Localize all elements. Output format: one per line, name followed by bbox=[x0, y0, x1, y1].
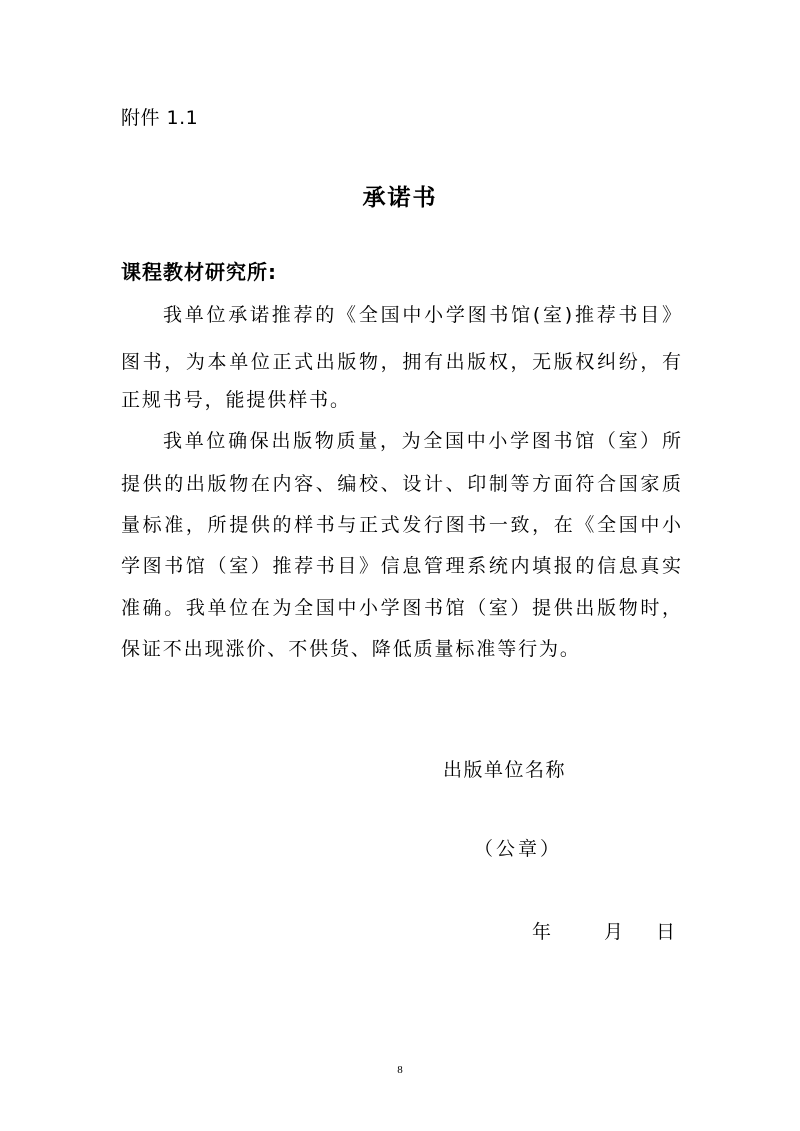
paragraph-2-line-5: 准确。我单位在为全国中小学图书馆（室）提供出版物时， bbox=[121, 597, 681, 619]
paragraph-2-line-1: 我单位确保出版物质量，为全国中小学图书馆（室）所 bbox=[163, 430, 681, 452]
date-month-label: 月 bbox=[604, 921, 624, 943]
paragraph-1-line-1: 我单位承诺推荐的《全国中小学图书馆(室)推荐书目》 bbox=[163, 304, 681, 326]
date-year-label: 年 bbox=[532, 921, 552, 943]
paragraph-2-line-2: 提供的出版物在内容、编校、设计、印制等方面符合国家质 bbox=[121, 473, 681, 495]
publisher-name-label: 出版单位名称 bbox=[443, 759, 567, 781]
attachment-label: 附件 1.1 bbox=[121, 107, 199, 129]
paragraph-1-line-2: 图书，为本单位正式出版物，拥有出版权，无版权纠纷，有 bbox=[121, 351, 681, 373]
document-title: 承诺书 bbox=[362, 184, 438, 211]
paragraph-2-line-3: 量标准，所提供的样书与正式发行图书一致，在《全国中小 bbox=[121, 514, 681, 536]
paragraph-1-line-3: 正规书号，能提供样书。 bbox=[121, 389, 351, 411]
official-seal-label: （公章） bbox=[474, 838, 563, 860]
paragraph-2-line-6: 保证不出现涨价、不供货、降低质量标准等行为。 bbox=[121, 638, 581, 660]
date-day-label: 日 bbox=[656, 921, 676, 943]
addressee: 课程教材研究所: bbox=[121, 260, 277, 284]
paragraph-2-line-4: 学图书馆（室）推荐书目》信息管理系统内填报的信息真实 bbox=[121, 555, 681, 577]
page-number: 8 bbox=[397, 1064, 403, 1076]
